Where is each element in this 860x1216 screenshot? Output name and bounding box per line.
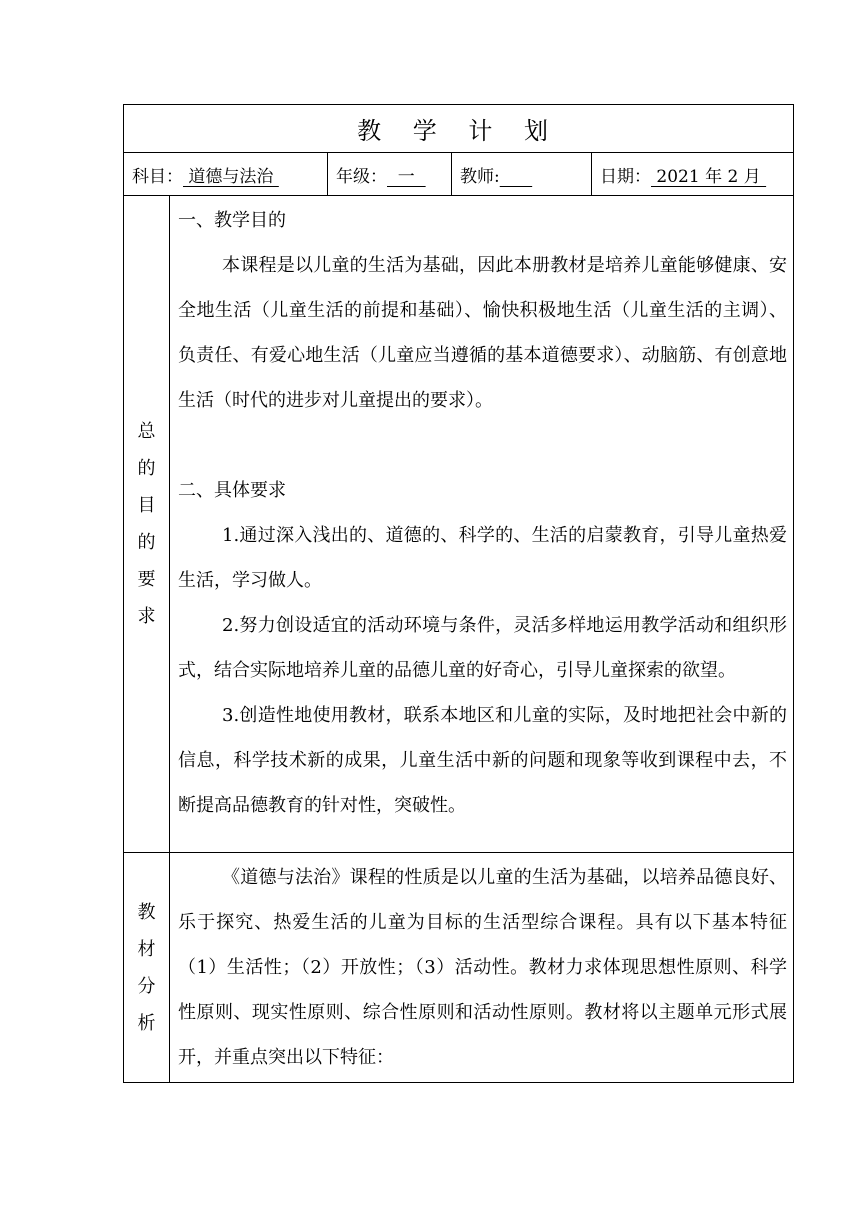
- grade-value: 一: [387, 166, 426, 187]
- material-analysis-paragraph: 《道德与法治》课程的性质是以儿童的生活为基础，以培养品德良好、乐于探究、热爱生活的儿童为目标的生活型综合课程。具有以下基本特征（1）生活性；（2）开放性；（3）活动性。教材力求体现思想性原则、科学性原则、现实性原则、综合性原则和活动性原则。教材将以主题单元形式展开，并重点突出以下特征：: [178, 867, 788, 1068]
- side-char: 材: [137, 938, 156, 960]
- date-label: 日期：: [600, 166, 651, 187]
- side-char: 目: [137, 495, 156, 516]
- material-analysis-content: [170, 853, 794, 1083]
- teacher-cell: [452, 153, 592, 196]
- page-title: 教 学 计 划: [124, 105, 794, 153]
- side-char: 的: [137, 532, 156, 553]
- objectives-side-label: [124, 196, 170, 853]
- subject-value: 道德与法治: [183, 166, 279, 187]
- side-char: 总: [137, 421, 156, 442]
- side-char: 求: [137, 606, 156, 627]
- date-cell: [592, 153, 794, 196]
- side-char: 教: [137, 901, 156, 923]
- document-page: [123, 104, 793, 1083]
- side-char: 分: [137, 975, 156, 997]
- subject-label: 科目：: [132, 166, 183, 187]
- side-char: 的: [137, 458, 156, 479]
- subject-cell: [124, 153, 328, 196]
- requirement-item-1: 1.通过深入浅出的、道德的、科学的、生活的启蒙教育，引导儿童热爱生活，学习做人。: [178, 525, 788, 591]
- objectives-content: [170, 196, 794, 853]
- teacher-value: [500, 167, 532, 187]
- section-heading-requirements: 二、具体要求: [178, 480, 286, 501]
- side-char: 要: [137, 569, 156, 590]
- requirement-item-3: 3.创造性地使用教材，联系本地区和儿童的实际，及时地把社会中新的信息，科学技术新的成果，儿童生活中新的问题和现象等收到课程中去，不断提高品德教育的针对性，突破性。: [178, 705, 788, 816]
- side-char: 析: [137, 1012, 156, 1034]
- spacer: [178, 423, 787, 468]
- section-heading-teaching-purpose: 一、教学目的: [178, 210, 286, 231]
- teaching-plan-table: [123, 104, 794, 1083]
- teaching-purpose-paragraph: 本课程是以儿童的生活为基础，因此本册教材是培养儿童能够健康、安全地生活（儿童生活的前提和基础）、愉快积极地生活（儿童生活的主调）、负责任、有爱心地生活（儿童应当遵循的基本道德要求）、动脑筋、有创意地生活（时代的进步对儿童提出的要求）。: [178, 255, 788, 411]
- teacher-label: 教师:: [460, 166, 500, 187]
- date-value: 2021 年 2 月: [651, 166, 767, 187]
- grade-label: 年级：: [336, 166, 387, 187]
- grade-cell: [328, 153, 452, 196]
- material-analysis-side-label: [124, 853, 170, 1083]
- requirement-item-2: 2.努力创设适宜的活动环境与条件，灵活多样地运用教学活动和组织形式，结合实际地培养儿童的品德儿童的好奇心，引导儿童探索的欲望。: [178, 615, 788, 681]
